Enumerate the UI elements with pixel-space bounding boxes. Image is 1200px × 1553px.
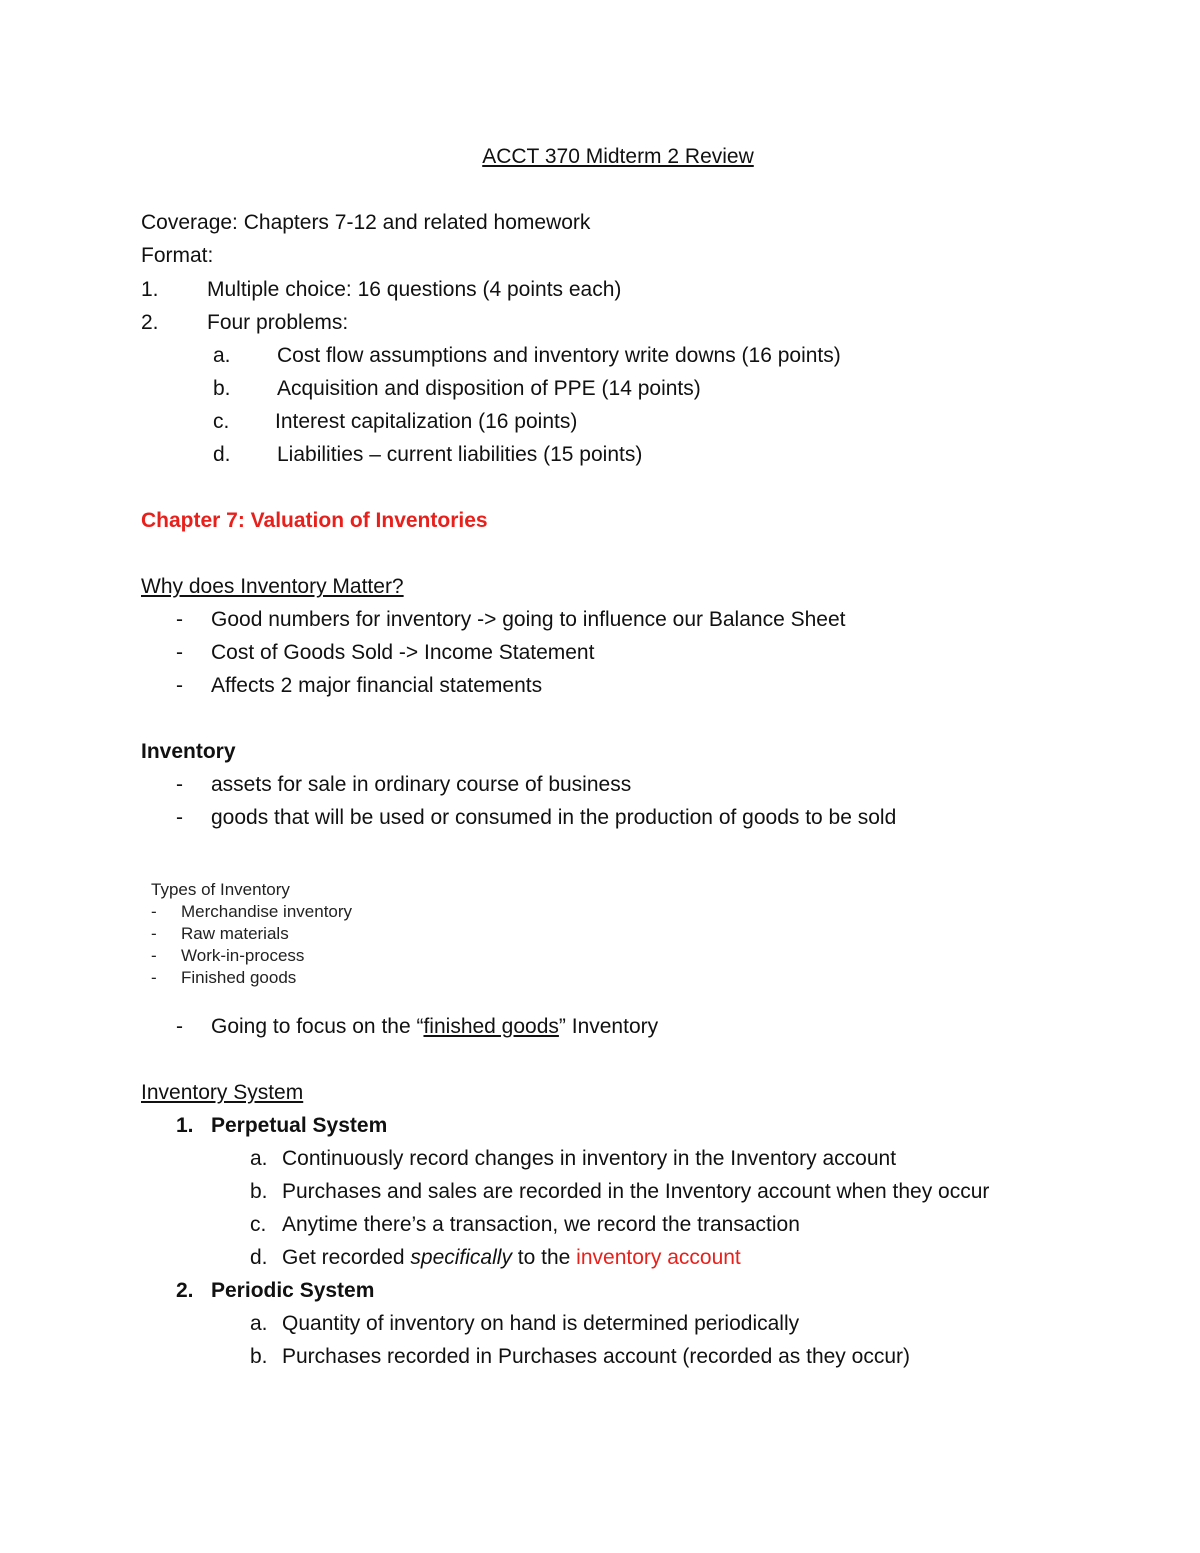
problem-text: Cost flow assumptions and inventory write downs (16 points) bbox=[277, 344, 841, 367]
problem-text: Liabilities – current liabilities (15 points) bbox=[277, 443, 643, 466]
types-heading: Types of Inventory bbox=[151, 880, 290, 899]
inventory-heading: Inventory bbox=[141, 740, 236, 763]
perpetual-letter: d. bbox=[250, 1246, 268, 1269]
problem-letter: d. bbox=[213, 443, 231, 466]
item-d-middle: to the bbox=[511, 1246, 577, 1269]
inventory-item: assets for sale in ordinary course of business bbox=[211, 773, 632, 796]
problem-letter: c. bbox=[213, 410, 230, 433]
types-item: Finished goods bbox=[181, 968, 297, 987]
format-item-text: Multiple choice: 16 questions (4 points each) bbox=[207, 278, 622, 301]
types-item: Raw materials bbox=[181, 924, 289, 943]
problem-letter: b. bbox=[213, 377, 231, 400]
bullet-dash: - bbox=[176, 674, 183, 697]
why-item: Cost of Goods Sold -> Income Statement bbox=[211, 641, 595, 664]
periodic-letter: b. bbox=[250, 1345, 268, 1368]
perpetual-letter: a. bbox=[250, 1147, 268, 1170]
perpetual-item: Continuously record changes in inventory in the Inventory account bbox=[282, 1147, 897, 1170]
bullet-dash: - bbox=[151, 902, 157, 921]
perpetual-item: Anytime there’s a transaction, we record the transaction bbox=[282, 1213, 800, 1236]
format-label: Format: bbox=[141, 244, 214, 267]
chapter-heading: Chapter 7: Valuation of Inventories bbox=[141, 509, 488, 532]
periodic-number: 2. bbox=[176, 1279, 194, 1302]
periodic-letter: a. bbox=[250, 1312, 268, 1335]
bullet-dash: - bbox=[176, 641, 183, 664]
bullet-dash: - bbox=[151, 968, 157, 987]
bullet-dash: - bbox=[151, 924, 157, 943]
system-heading: Inventory System bbox=[141, 1081, 304, 1104]
focus-after: ” Inventory bbox=[558, 1015, 659, 1038]
inventory-item: goods that will be used or consumed in the production of goods to be sold bbox=[211, 806, 897, 829]
problem-letter: a. bbox=[213, 344, 231, 367]
perpetual-letter: b. bbox=[250, 1180, 268, 1203]
why-item: Affects 2 major financial statements bbox=[211, 674, 543, 697]
focus-before: Going to focus on the “ bbox=[211, 1015, 424, 1038]
why-item: Good numbers for inventory -> going to influence our Balance Sheet bbox=[211, 608, 846, 631]
item-d-italic: specifically bbox=[410, 1246, 512, 1269]
types-item: Work-in-process bbox=[181, 946, 305, 965]
perpetual-item-d bbox=[282, 1245, 741, 1271]
item-d-red: inventory account bbox=[576, 1246, 741, 1269]
coverage-text: Coverage: Chapters 7-12 and related homework bbox=[141, 211, 591, 234]
perpetual-number: 1. bbox=[176, 1114, 194, 1137]
why-heading: Why does Inventory Matter? bbox=[141, 575, 404, 598]
periodic-item: Quantity of inventory on hand is determined periodically bbox=[282, 1312, 800, 1335]
types-item: Merchandise inventory bbox=[181, 902, 353, 921]
bullet-dash: - bbox=[176, 773, 183, 796]
problem-text: Acquisition and disposition of PPE (14 points) bbox=[277, 377, 701, 400]
bullet-dash: - bbox=[176, 1015, 183, 1038]
perpetual-label: Perpetual System bbox=[211, 1114, 388, 1137]
format-item-number: 1. bbox=[141, 278, 159, 301]
perpetual-item: Purchases and sales are recorded in the Inventory account when they occur bbox=[282, 1180, 990, 1203]
bullet-dash: - bbox=[151, 946, 157, 965]
focus-emphasis: finished goods bbox=[423, 1015, 559, 1038]
bullet-dash: - bbox=[176, 806, 183, 829]
focus-line bbox=[211, 1014, 658, 1040]
problem-text: Interest capitalization (16 points) bbox=[275, 410, 578, 433]
item-d-before: Get recorded bbox=[282, 1246, 411, 1269]
bullet-dash: - bbox=[176, 608, 183, 631]
page-title: ACCT 370 Midterm 2 Review bbox=[482, 145, 754, 168]
perpetual-letter: c. bbox=[250, 1213, 267, 1236]
periodic-label: Periodic System bbox=[211, 1279, 375, 1302]
periodic-item: Purchases recorded in Purchases account (recorded as they occur) bbox=[282, 1345, 910, 1368]
format-item-text: Four problems: bbox=[207, 311, 349, 334]
format-item-number: 2. bbox=[141, 311, 159, 334]
